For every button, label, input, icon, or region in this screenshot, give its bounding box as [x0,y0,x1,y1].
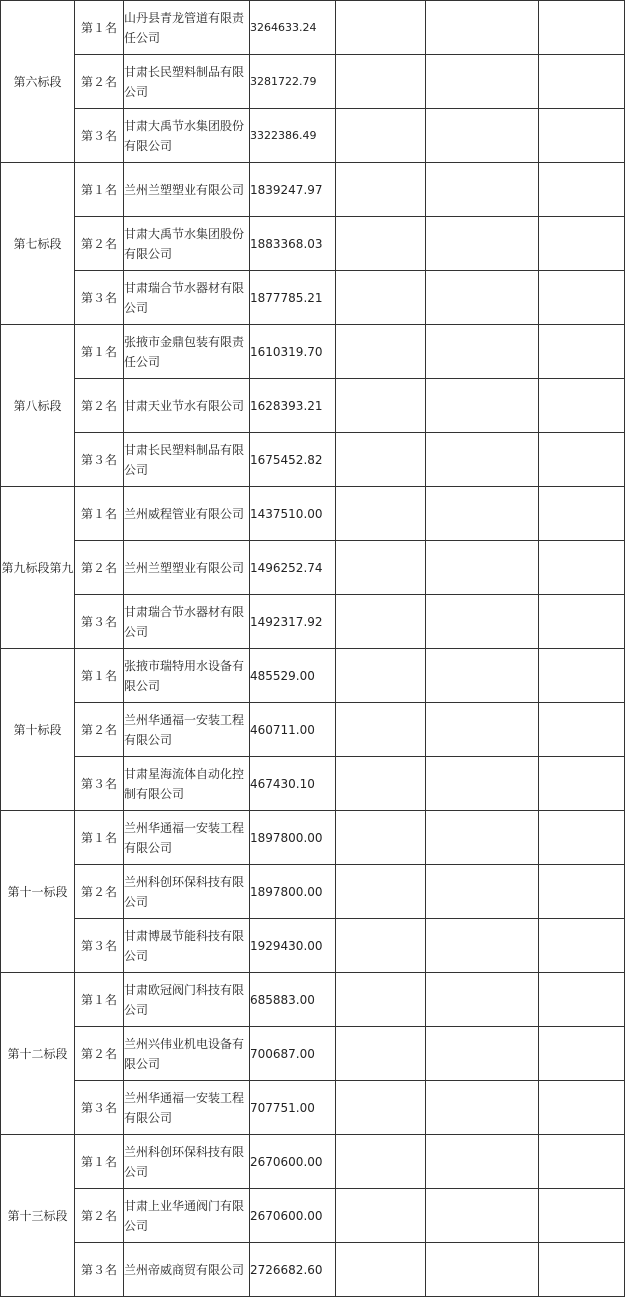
table-row [1,1027,625,1081]
table-row [1,1189,625,1243]
empty-cell [426,649,539,703]
company-cell: 甘肃天业节水有限公司 [124,379,250,433]
company-cell: 兰州科创环保科技有限公司 [124,865,250,919]
rank-cell: 第３名 [75,757,124,811]
table-row [1,919,625,973]
empty-cell [426,1081,539,1135]
empty-cell [539,55,625,109]
empty-cell [336,1,426,55]
empty-cell [336,109,426,163]
company-cell: 甘肃大禹节水集团股份有限公司 [124,217,250,271]
empty-cell [539,379,625,433]
empty-cell [426,217,539,271]
bid-price-cell: 1883368.03 [250,217,336,271]
empty-cell [426,865,539,919]
empty-cell [539,1027,625,1081]
empty-cell [426,1189,539,1243]
company-cell: 兰州华通福一安装工程有限公司 [124,811,250,865]
bid-price-cell: 2670600.00 [250,1189,336,1243]
table-row [1,109,625,163]
empty-cell [539,271,625,325]
rank-cell: 第３名 [75,595,124,649]
empty-cell [336,757,426,811]
empty-cell [336,703,426,757]
empty-cell [336,1135,426,1189]
table-row [1,1,625,55]
empty-cell [539,919,625,973]
empty-cell [336,595,426,649]
bid-price-cell: 1492317.92 [250,595,336,649]
empty-cell [539,433,625,487]
bid-price-cell: 1437510.00 [250,487,336,541]
empty-cell [426,595,539,649]
rank-cell: 第２名 [75,703,124,757]
empty-cell [539,973,625,1027]
company-cell: 兰州帝威商贸有限公司 [124,1243,250,1297]
rank-cell: 第１名 [75,649,124,703]
empty-cell [539,1189,625,1243]
bid-price-cell: 1897800.00 [250,865,336,919]
bid-price-cell: 1877785.21 [250,271,336,325]
table-row [1,865,625,919]
empty-cell [539,1135,625,1189]
empty-cell [539,595,625,649]
table-body [1,1,625,1297]
table-row [1,1243,625,1297]
company-cell: 兰州兰塑塑业有限公司 [124,163,250,217]
rank-cell: 第１名 [75,811,124,865]
empty-cell [336,649,426,703]
segment-name-cell: 第十三标段 [1,1135,75,1297]
company-cell: 兰州兰塑塑业有限公司 [124,541,250,595]
empty-cell [539,649,625,703]
bid-price-cell: 2726682.60 [250,1243,336,1297]
empty-cell [426,757,539,811]
table-row [1,703,625,757]
company-cell: 甘肃瑞合节水器材有限公司 [124,271,250,325]
empty-cell [539,487,625,541]
empty-cell [426,271,539,325]
bid-price-cell: 3322386.49 [250,109,336,163]
company-cell: 张掖市瑞特用水设备有限公司 [124,649,250,703]
empty-cell [426,487,539,541]
bid-price-cell: 1897800.00 [250,811,336,865]
empty-cell [426,541,539,595]
empty-cell [426,1243,539,1297]
table-row [1,1081,625,1135]
bid-price-cell: 1929430.00 [250,919,336,973]
empty-cell [336,541,426,595]
company-cell: 张掖市金鼎包装有限责任公司 [124,325,250,379]
rank-cell: 第３名 [75,109,124,163]
empty-cell [336,811,426,865]
segment-name-cell: 第八标段 [1,325,75,487]
table-row [1,379,625,433]
empty-cell [426,1,539,55]
company-cell: 兰州威程管业有限公司 [124,487,250,541]
empty-cell [336,325,426,379]
table-row [1,541,625,595]
rank-cell: 第２名 [75,541,124,595]
empty-cell [336,1243,426,1297]
table-row [1,649,625,703]
empty-cell [539,865,625,919]
empty-cell [539,541,625,595]
empty-cell [336,379,426,433]
empty-cell [426,325,539,379]
empty-cell [336,1081,426,1135]
rank-cell: 第２名 [75,217,124,271]
empty-cell [426,109,539,163]
empty-cell [336,55,426,109]
company-cell: 甘肃博晟节能科技有限公司 [124,919,250,973]
segment-name-cell: 第十一标段 [1,811,75,973]
empty-cell [336,973,426,1027]
empty-cell [539,1,625,55]
bid-price-cell: 700687.00 [250,1027,336,1081]
company-cell: 兰州兴伟业机电设备有限公司 [124,1027,250,1081]
table-row [1,757,625,811]
bid-price-cell: 707751.00 [250,1081,336,1135]
segment-name-cell: 第七标段 [1,163,75,325]
company-cell: 甘肃长民塑料制品有限公司 [124,433,250,487]
empty-cell [426,1027,539,1081]
company-cell: 兰州华通福一安装工程有限公司 [124,703,250,757]
company-cell: 兰州科创环保科技有限公司 [124,1135,250,1189]
empty-cell [336,487,426,541]
bid-price-cell: 3264633.24 [250,1,336,55]
empty-cell [539,217,625,271]
empty-cell [539,325,625,379]
empty-cell [539,811,625,865]
rank-cell: 第３名 [75,433,124,487]
empty-cell [539,703,625,757]
empty-cell [426,1135,539,1189]
company-cell: 兰州华通福一安装工程有限公司 [124,1081,250,1135]
table-row [1,433,625,487]
bid-price-cell: 485529.00 [250,649,336,703]
empty-cell [336,163,426,217]
bid-price-cell: 1675452.82 [250,433,336,487]
empty-cell [336,919,426,973]
empty-cell [336,1027,426,1081]
company-cell: 山丹县青龙管道有限责任公司 [124,1,250,55]
empty-cell [539,1081,625,1135]
rank-cell: 第３名 [75,1081,124,1135]
table-row [1,1135,625,1189]
empty-cell [426,919,539,973]
segment-name-cell: 第九标段第九 [1,487,75,649]
empty-cell [336,217,426,271]
bid-price-cell: 2670600.00 [250,1135,336,1189]
table-row [1,217,625,271]
rank-cell: 第２名 [75,55,124,109]
rank-cell: 第２名 [75,379,124,433]
empty-cell [336,271,426,325]
table-row [1,487,625,541]
segment-name-cell: 第十标段 [1,649,75,811]
empty-cell [539,757,625,811]
bid-price-cell: 460711.00 [250,703,336,757]
empty-cell [539,1243,625,1297]
rank-cell: 第３名 [75,919,124,973]
table-row [1,55,625,109]
empty-cell [426,379,539,433]
company-cell: 甘肃欧冠阀门科技有限公司 [124,973,250,1027]
rank-cell: 第３名 [75,271,124,325]
bid-price-cell: 1839247.97 [250,163,336,217]
segment-name-cell: 第十二标段 [1,973,75,1135]
bid-price-cell: 467430.10 [250,757,336,811]
rank-cell: 第２名 [75,1189,124,1243]
empty-cell [336,433,426,487]
empty-cell [426,703,539,757]
empty-cell [539,109,625,163]
table-row [1,811,625,865]
table-row [1,595,625,649]
rank-cell: 第２名 [75,865,124,919]
rank-cell: 第１名 [75,1135,124,1189]
table-row [1,325,625,379]
rank-cell: 第１名 [75,325,124,379]
bid-price-cell: 1496252.74 [250,541,336,595]
company-cell: 甘肃长民塑料制品有限公司 [124,55,250,109]
rank-cell: 第２名 [75,1027,124,1081]
table-row [1,163,625,217]
rank-cell: 第３名 [75,1243,124,1297]
rank-cell: 第１名 [75,1,124,55]
empty-cell [336,1189,426,1243]
empty-cell [426,973,539,1027]
company-cell: 甘肃上业华通阀门有限公司 [124,1189,250,1243]
rank-cell: 第１名 [75,487,124,541]
segment-name-cell: 第六标段 [1,1,75,163]
bid-price-cell: 3281722.79 [250,55,336,109]
company-cell: 甘肃星海流体自动化控制有限公司 [124,757,250,811]
company-cell: 甘肃瑞合节水器材有限公司 [124,595,250,649]
company-cell: 甘肃大禹节水集团股份有限公司 [124,109,250,163]
empty-cell [426,811,539,865]
rank-cell: 第１名 [75,973,124,1027]
empty-cell [426,163,539,217]
empty-cell [539,163,625,217]
bid-price-cell: 1628393.21 [250,379,336,433]
empty-cell [426,433,539,487]
table-row [1,271,625,325]
table-row [1,973,625,1027]
bid-price-cell: 1610319.70 [250,325,336,379]
empty-cell [336,865,426,919]
bid-price-cell: 685883.00 [250,973,336,1027]
rank-cell: 第１名 [75,163,124,217]
empty-cell [426,55,539,109]
